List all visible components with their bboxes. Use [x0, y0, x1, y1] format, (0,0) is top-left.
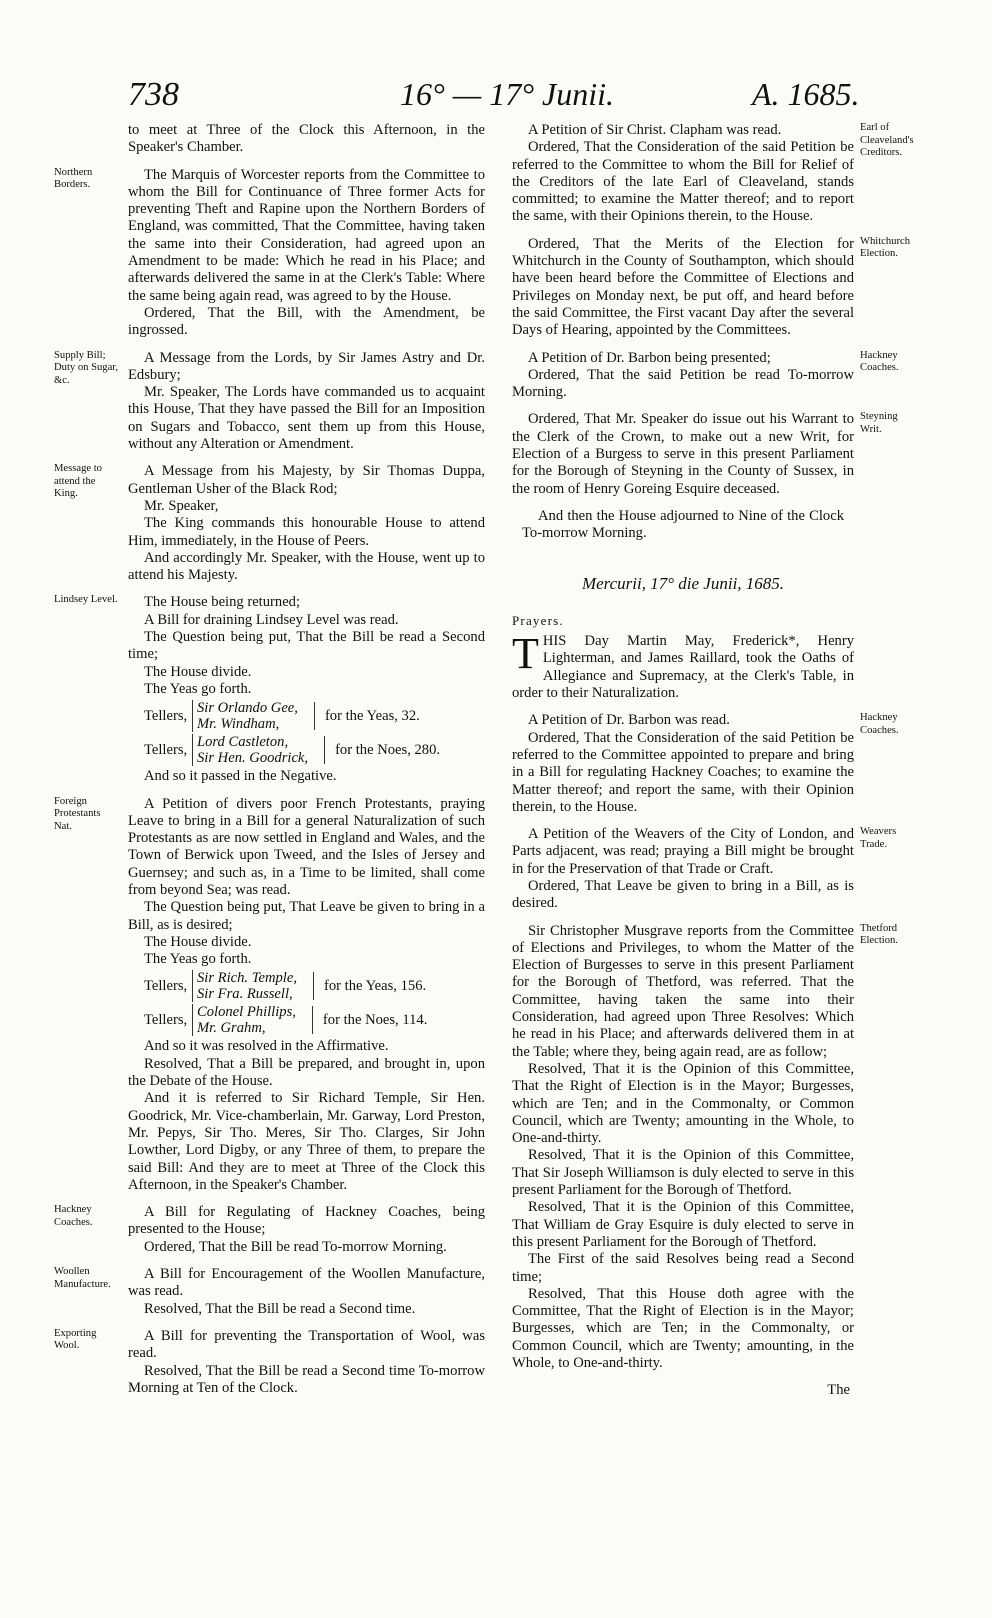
- entry-hackney-read: [512, 712, 899, 816]
- margin-note: Whitchurch Election.: [860, 235, 911, 260]
- left-column: [54, 122, 485, 1397]
- naturalization-text: HIS Day Martin May, Frederick*, Henry Lighterman, and James Raillard, took the Oaths of Allegiance and Supremacy, at the Clerk's Table, in order to their Naturalization.: [512, 633, 854, 702]
- right-column: [512, 122, 914, 1400]
- paragraph: The Yeas go forth.: [144, 951, 252, 968]
- paragraph: Ordered, That the Consideration of the said Petition be referred to the Committee appointed to prepare and bring in a Bill for regulating Hackney Coaches; to examine the Matter thereof; and report the same, with their Opinion therein, to the House.: [512, 729, 854, 815]
- teller-name: Lord Castleton,: [197, 734, 289, 751]
- teller-name: Colonel Phillips,: [197, 1004, 296, 1021]
- tellers-result: for the Yeas, 156.: [313, 972, 426, 1000]
- entry-northern-borders: [54, 166, 485, 340]
- paragraph: Resolved, That it is the Opinion of this Committee, That Sir Joseph Williamson is duly elected to serve in this present Parliament for the Borough of Thetford.: [512, 1147, 854, 1199]
- paragraph: The House being returned;: [144, 594, 301, 611]
- paragraph: Resolved, That this House doth agree with the Committee, That the Right of Election is in the Mayor; Burgesses, which are Ten; in the Commonalty, or Common Council, which are Twenty; amounting, in the Whole, to One-and-thirty.: [512, 1285, 854, 1371]
- drop-cap: T: [512, 629, 539, 679]
- paragraph: to meet at Three of the Clock this Afternoon, in the Speaker's Chamber.: [128, 122, 485, 156]
- entry-lindsey-level: [54, 594, 485, 785]
- page-header: [0, 76, 992, 116]
- paragraph: A Bill for Regulating of Hackney Coaches, being presented to the House;: [128, 1204, 485, 1238]
- teller-name: Sir Hen. Goodrick,: [197, 750, 309, 767]
- entry-thetford: [512, 922, 898, 1373]
- tellers-names: [192, 1004, 296, 1036]
- paragraph: A Petition of the Weavers of the City of London, and Parts adjacent, was read; praying a Bill might be brought in for the Preservation of that Trade or Craft.: [512, 826, 854, 877]
- paragraph: A Message from his Majesty, by Sir Thomas Duppa, Gentleman Usher of the Black Rod;: [128, 463, 485, 497]
- entry-foreign-protestants: [54, 795, 485, 1195]
- margin-note: Lindsey Level.: [54, 594, 118, 606]
- entry-message-king: [54, 463, 485, 584]
- entry-weavers: [512, 826, 897, 912]
- paragraph: The Question being put, That Leave be given to bring in a Bill, as is desired;: [128, 899, 485, 933]
- paragraph: Ordered, That the Consideration of the said Petition be referred to the Committee to whom the Bill for Relief of the Creditors of the late Earl of Cleaveland, stands committed; to examine the Matter thereof; and to report the same, with their Opinions therein, to the House.: [512, 139, 854, 225]
- tellers-names: [192, 970, 297, 1002]
- paragraph: Resolved, That it is the Opinion of this Committee, That William de Gray Esquire is duly elected to serve in this present Parliament for the Borough of Thetford.: [512, 1199, 854, 1250]
- tellers-label: Tellers,: [144, 707, 188, 724]
- paragraph: Resolved, That it is the Opinion of this Committee, That the Right of Election is in the Mayor; Burgesses, which are Ten; and in the Commonalty, or Common Council, which are Twenty; amounting in the Whole, to One-and-thirty.: [512, 1060, 854, 1147]
- margin-note: Exporting Wool.: [54, 1327, 97, 1352]
- page-date: 16° — 17° Junii.: [400, 76, 615, 112]
- paragraph: Resolved, That the Bill be read a Second time.: [144, 1300, 416, 1317]
- paragraph: And it is referred to Sir Richard Temple, Sir Hen. Goodrick, Mr. Vice-chamberlain, Mr. Garway, Lord Preston, Mr. Pepys, Sir Tho. Meres, Sir Tho. Clarges, Sir John Lowther, Lord Digby, or any Three of them, to prepare the said Bill: And they are to meet at Three of the Clock this Afternoon, in the Speaker's Chamber.: [128, 1090, 485, 1193]
- margin-note: Supply Bill; Duty on Sugar, &c.: [54, 349, 119, 386]
- margin-note: Thetford Election.: [860, 922, 898, 947]
- margin-note: Message to attend the King.: [54, 463, 102, 500]
- margin-note: Foreign Protestants Nat.: [54, 795, 101, 832]
- tellers-row: [144, 970, 485, 1002]
- paragraph: The Question being put, That the Bill be read a Second time;: [128, 629, 485, 663]
- paragraph: The Yeas go forth.: [144, 680, 252, 697]
- paragraph: And so it was resolved in the Affirmative.: [144, 1038, 389, 1055]
- paragraph: A Petition of divers poor French Protestants, praying Leave to bring in a Bill for a general Naturalization of such Protestants as are now settled in England and Wales, and the Town of Berwick upon Tweed, and the Isles of Jersey and Guernsey; and such as, in a Time to be limited, shall come from beyond Sea; was read.: [128, 795, 485, 898]
- margin-note: Northern Borders.: [54, 166, 93, 191]
- teller-name: Sir Orlando Gee,: [197, 700, 298, 717]
- paragraph: And accordingly Mr. Speaker, with the House, went up to attend his Majesty.: [128, 549, 485, 584]
- tellers-result: for the Noes, 280.: [324, 736, 440, 764]
- tellers-label: Tellers,: [144, 741, 188, 758]
- paragraph: Resolved, That a Bill be prepared, and brought in, upon the Debate of the House.: [128, 1055, 485, 1090]
- margin-note: Weavers Trade.: [860, 826, 897, 850]
- paragraph: Resolved, That the Bill be read a Second time To-morrow Morning at Ten of the Clock.: [128, 1362, 485, 1396]
- tellers-label: Tellers,: [144, 977, 188, 994]
- paragraph: The House divide.: [144, 933, 252, 950]
- paragraph: Mr. Speaker,: [144, 497, 219, 514]
- paragraph: The Marquis of Worcester reports from the Committee to whom the Bill for Continuance of Three former Acts for preventing Theft and Rapine upon the Northern Borders of England, was committed, That the Committee, having taken the same into their Consideration, had agreed upon an Amendment to be made: Which he read in his Place; and afterwards delivered the same in at the Clerk's Table: Where the same being again read, was agreed to by the House.: [128, 166, 485, 304]
- teller-name: Sir Fra. Russell,: [197, 986, 293, 1003]
- entry-supply-bill: [54, 349, 485, 454]
- margin-note: Hackney Coaches.: [860, 712, 899, 736]
- paragraph: The House divide.: [144, 663, 252, 680]
- paragraph: A Message from the Lords, by Sir James Astry and Dr. Edsbury;: [128, 349, 485, 383]
- entry-hackney-petition: [512, 349, 899, 402]
- page-year: A. 1685.: [752, 76, 860, 112]
- margin-note: Steyning Writ.: [860, 411, 898, 435]
- day-heading: Mercurii, 17° die Junii, 1685.: [581, 573, 785, 593]
- paragraph: Ordered, That the Merits of the Election for Whitchurch in the County of Southampton, which should have been heard before the Committee of Elections and Privileges on Monday next, be put off, and heard before the said Committee, the First vacant Day after the several Days of Hearing, appointed by the Committees.: [512, 235, 854, 339]
- paragraph: The King commands this honourable House to attend Him, immediately, in the House of Peers.: [128, 515, 485, 549]
- paragraph: Ordered, That Leave be given to bring in a Bill, as is desired.: [512, 877, 854, 912]
- paragraph: Ordered, That the Bill, with the Amendment, be ingrossed.: [128, 304, 485, 339]
- teller-name: Mr. Windham,: [197, 716, 280, 733]
- paragraph: A Petition of Sir Christ. Clapham was read.: [528, 122, 782, 138]
- paragraph: Ordered, That Mr. Speaker do issue out his Warrant to the Clerk of the Crown, to make out a new Writ, for Election of a Burgess to serve in this present Parliament for the Borough of Steyning in the County of Sussex, in the room of Henry Goreing Esquire deceased.: [512, 411, 854, 497]
- tellers-result: for the Noes, 114.: [312, 1006, 427, 1034]
- entry-steyning: [512, 411, 898, 497]
- paragraph: A Bill for Encouragement of the Woollen Manufacture, was read.: [128, 1266, 485, 1300]
- tellers-names: [192, 734, 308, 766]
- margin-note: Earl of Cleaveland's Creditors.: [860, 122, 914, 158]
- tellers-names: [192, 700, 298, 732]
- tellers-row: [144, 1004, 485, 1036]
- teller-name: Mr. Grahm,: [197, 1020, 266, 1037]
- paragraph: And so it passed in the Negative.: [144, 768, 337, 785]
- entry-whitchurch: [512, 235, 911, 340]
- paragraph: Ordered, That the said Petition be read To-morrow Morning.: [512, 366, 854, 401]
- tellers-result: for the Yeas, 32.: [314, 702, 420, 730]
- catchword: The: [827, 1382, 850, 1399]
- entry: [128, 122, 485, 157]
- paragraph: A Petition of Dr. Barbon being presented;: [528, 349, 771, 366]
- margin-note: Woollen Manufacture.: [54, 1266, 111, 1290]
- entry-cleaveland: [512, 122, 914, 226]
- entry-woollen: [54, 1266, 485, 1318]
- tellers-label: Tellers,: [144, 1011, 188, 1028]
- margin-note: Hackney Coaches.: [54, 1204, 93, 1228]
- paragraph: Ordered, That the Bill be read To-morrow Morning.: [144, 1238, 447, 1255]
- entry-hackney-bill: [54, 1204, 485, 1256]
- teller-name: Sir Rich. Temple,: [197, 970, 297, 987]
- paragraph: Sir Christopher Musgrave reports from the Committee of Elections and Privileges, to whom the Matter of the Election of Burgesses to serve in this present Parliament for the Borough of Thetford, was referred. That the Committee, having taken the same into their Consideration, had agreed upon Three Resolves: Which he read in his Place; and afterwards delivered them in at the Table; where they, being again read, are as follow;: [512, 922, 854, 1060]
- paragraph: Mr. Speaker, The Lords have commanded us to acquaint this House, That they have passed the Bill for an Imposition on Sugars and Tobacco, sent them up from this House, without any Alteration or Amendment.: [128, 384, 485, 453]
- naturalization-paragraph: [512, 629, 854, 702]
- paragraph: A Petition of Dr. Barbon was read.: [528, 712, 730, 729]
- paragraph: A Bill for preventing the Transportation of Wool, was read.: [128, 1327, 485, 1362]
- page-number: 738: [128, 76, 179, 113]
- adjournment: And then the House adjourned to Nine of the Clock To-morrow Morning.: [522, 507, 844, 542]
- paragraph: A Bill for draining Lindsey Level was read.: [144, 611, 399, 628]
- paragraph: The First of the said Resolves being read a Second time;: [512, 1251, 854, 1285]
- margin-note: Hackney Coaches.: [860, 349, 899, 374]
- tellers-row: [144, 734, 485, 766]
- prayers-heading: Prayers.: [512, 612, 564, 628]
- tellers-row: [144, 700, 485, 732]
- entry-exporting-wool: [54, 1327, 485, 1397]
